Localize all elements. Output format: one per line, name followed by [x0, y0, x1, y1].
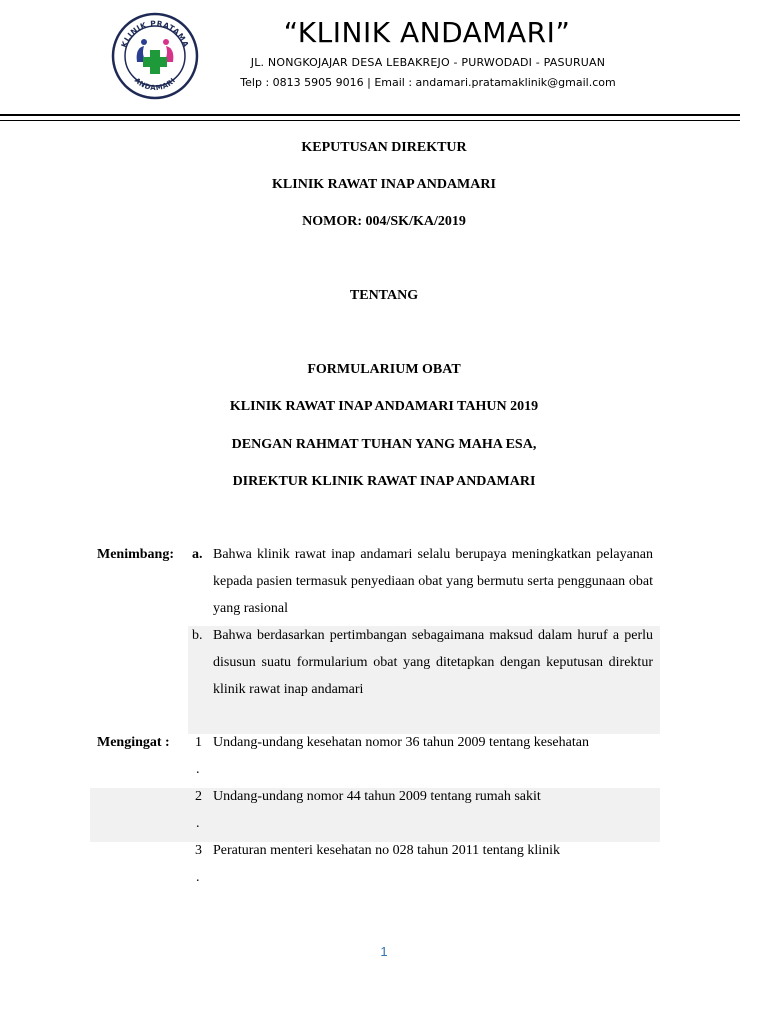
mengingat-item-1: Undang-undang kesehatan nomor 36 tahun 2009 tentang kesehatan — [213, 735, 589, 750]
mengingat-number-2: 2 — [195, 789, 202, 804]
decree-subject: FORMULARIUM OBAT — [307, 362, 461, 377]
mengingat-dot-2: . — [196, 816, 200, 831]
mengingat-label: Mengingat : — [97, 735, 170, 750]
mengingat-item-3: Peraturan menteri kesehatan no 028 tahun 2011 tentang klinik — [213, 843, 561, 858]
decree-about: TENTANG — [349, 288, 419, 303]
decree-issuer: KLINIK RAWAT INAP ANDAMARI — [272, 177, 496, 192]
decree-subject-year: KLINIK RAWAT INAP ANDAMARI TAHUN 2019 — [229, 399, 539, 414]
mengingat-dot-1: . — [196, 762, 200, 777]
clinic-name-title: “KLINIK ANDAMARI” — [283, 16, 571, 49]
menimbang-item-a: Bahwa klinik rawat inap andamari selalu berupaya meningkatkan pelayanan kepada pasien termasuk penyediaan obat yang bermutu serta penggunaan obat yang rasional — [213, 547, 653, 616]
decree-title: KEPUTUSAN DIREKTUR — [301, 140, 467, 155]
decree-invocation: DENGAN RAHMAT TUHAN YANG MAHA ESA, — [231, 437, 537, 452]
logo-ring-text-top: KLINIK PRATAMA — [119, 18, 191, 49]
clinic-logo — [111, 12, 199, 100]
mengingat-number-3: 3 — [195, 843, 202, 858]
page-number: 1 — [380, 944, 388, 959]
mengingat-item-2: Undang-undang nomor 44 tahun 2009 tentang rumah sakit — [213, 789, 541, 804]
letterhead-divider-thin — [0, 120, 740, 121]
menimbang-marker-b: b. — [192, 628, 203, 643]
logo-ring-text-bottom: ANDAMARI — [132, 76, 178, 93]
menimbang-marker-a: a. — [192, 547, 203, 562]
letterhead-divider-thick — [0, 114, 740, 116]
decree-director: DIREKTUR KLINIK RAWAT INAP ANDAMARI — [232, 474, 536, 489]
decree-number: NOMOR: 004/SK/KA/2019 — [302, 214, 466, 229]
menimbang-label: Menimbang: — [97, 547, 174, 562]
mengingat-dot-3: . — [196, 870, 200, 885]
mengingat-number-1: 1 — [195, 735, 202, 750]
clinic-contact: Telp : 0813 5905 9016 | Email : andamari.pratamaklinik@gmail.com — [240, 76, 616, 89]
menimbang-item-b: Bahwa berdasarkan pertimbangan sebagaimana maksud dalam huruf a perlu disusun suatu formularium obat yang ditetapkan dengan keputusan direktur klinik rawat inap andamari — [213, 628, 653, 697]
clinic-address: JL. NONGKOJAJAR DESA LEBAKREJO - PURWODADI - PASURUAN — [250, 56, 606, 69]
